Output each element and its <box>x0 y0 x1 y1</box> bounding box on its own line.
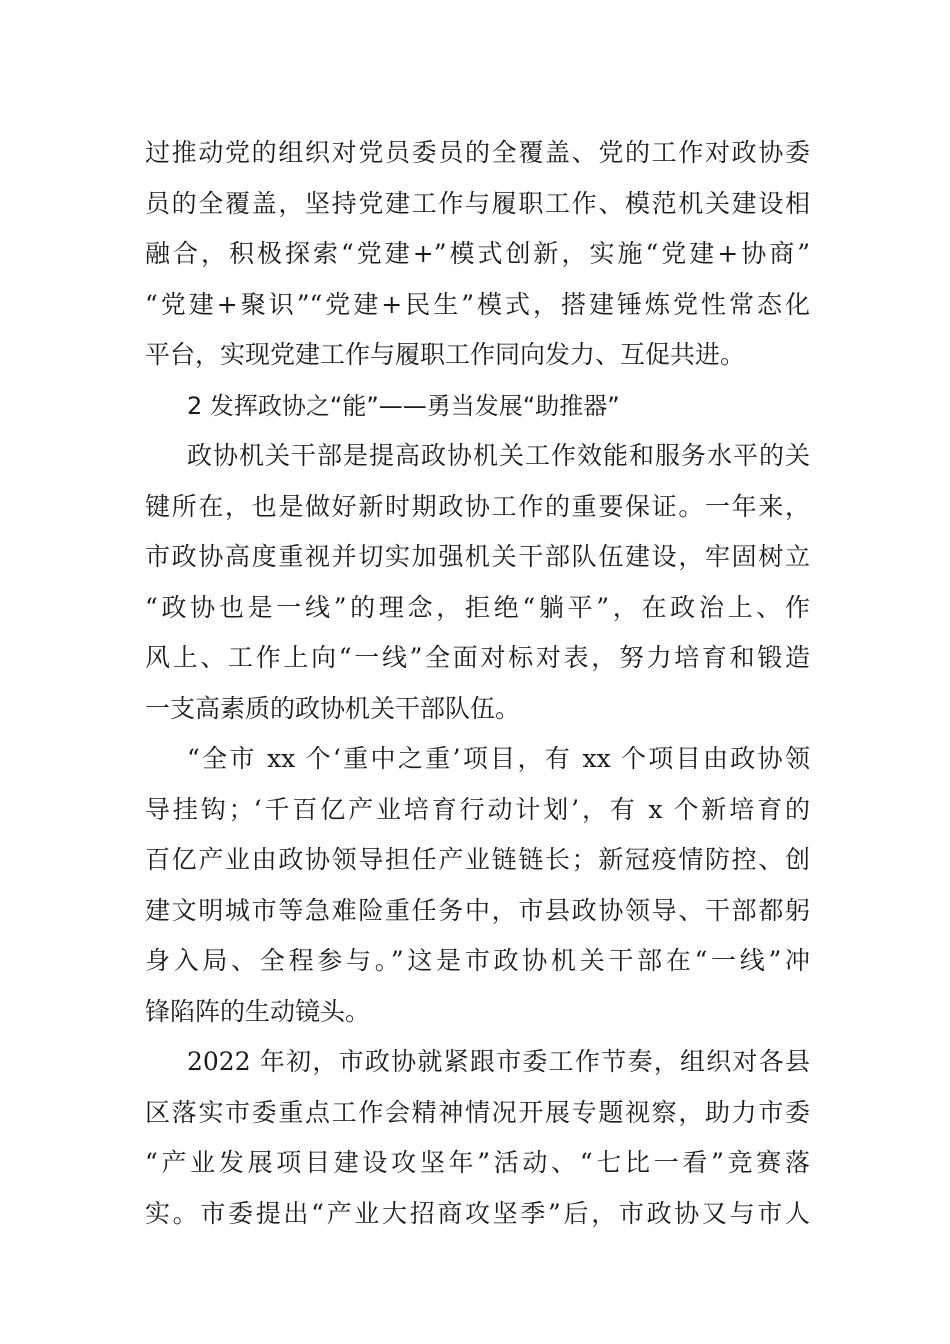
text-line-14: 导挂钩；‘千百亿产业培育行动计划’，有 x 个新培育的 <box>145 794 810 824</box>
text-line-21: “产业发展项目建设攻坚年”活动、“七比一看”竞赛落 <box>145 1148 810 1177</box>
text-line-11: 风上、工作上向“一线”全面对标对表，努力培育和锻造 <box>145 643 810 672</box>
text-line-4: “党建+聚识”“党建+民生”模式，搭建锤炼党性常态化 <box>145 289 810 319</box>
text-line-15: 百亿产业由政协领导担任产业链链长；新冠疫情防控、创 <box>145 845 810 874</box>
text-line-20: 区落实市委重点工作会精神情况开展专题视察，助力市委 <box>145 1097 810 1127</box>
body-text <box>145 128 810 1239</box>
text-line-1: 过推动党的组织对党员委员的全覆盖、党的工作对政协委 <box>145 138 810 167</box>
text-line-22: 实。市委提出“产业大招商攻坚季”后，市政协又与市人 <box>145 1198 810 1228</box>
text-line-5: 平台，实现党建工作与履职工作同向发力、互促共进。 <box>145 340 746 369</box>
text-line-16: 建文明城市等急难险重任务中，市县政协领导、干部都躬 <box>145 895 810 925</box>
text-line-7: 政协机关干部是提高政协机关工作效能和服务水平的关 <box>187 441 810 470</box>
text-line-8: 键所在，也是做好新时期政协工作的重要保证。一年来， <box>145 491 810 521</box>
text-line-18: 锋陷阵的生动镜头。 <box>145 996 371 1026</box>
text-line-10: “政协也是一线”的理念，拒绝“躺平”，在政治上、作 <box>145 592 810 622</box>
text-line-9: 市政协高度重视并切实加强机关干部队伍建设，牢固树立 <box>145 542 810 571</box>
text-line-17: 身入局、全程参与。”这是市政协机关干部在“一线”冲 <box>145 946 810 975</box>
text-line-19: 2022 年初，市政协就紧跟市委工作节奏，组织对各县 <box>187 1047 810 1076</box>
text-line-12: 一支高素质的政协机关干部队伍。 <box>145 693 521 723</box>
text-line-2: 员的全覆盖，坚持党建工作与履职工作、模范机关建设相 <box>145 188 810 218</box>
section-heading: 2 发挥政协之“能”——勇当发展“助推器” <box>187 391 620 420</box>
text-line-3: 融合，积极探索“党建+”模式创新，实施“党建+协商” <box>145 239 810 268</box>
text-line-13: “全市 xx 个‘重中之重’项目，有 xx 个项目由政协领 <box>187 744 810 773</box>
